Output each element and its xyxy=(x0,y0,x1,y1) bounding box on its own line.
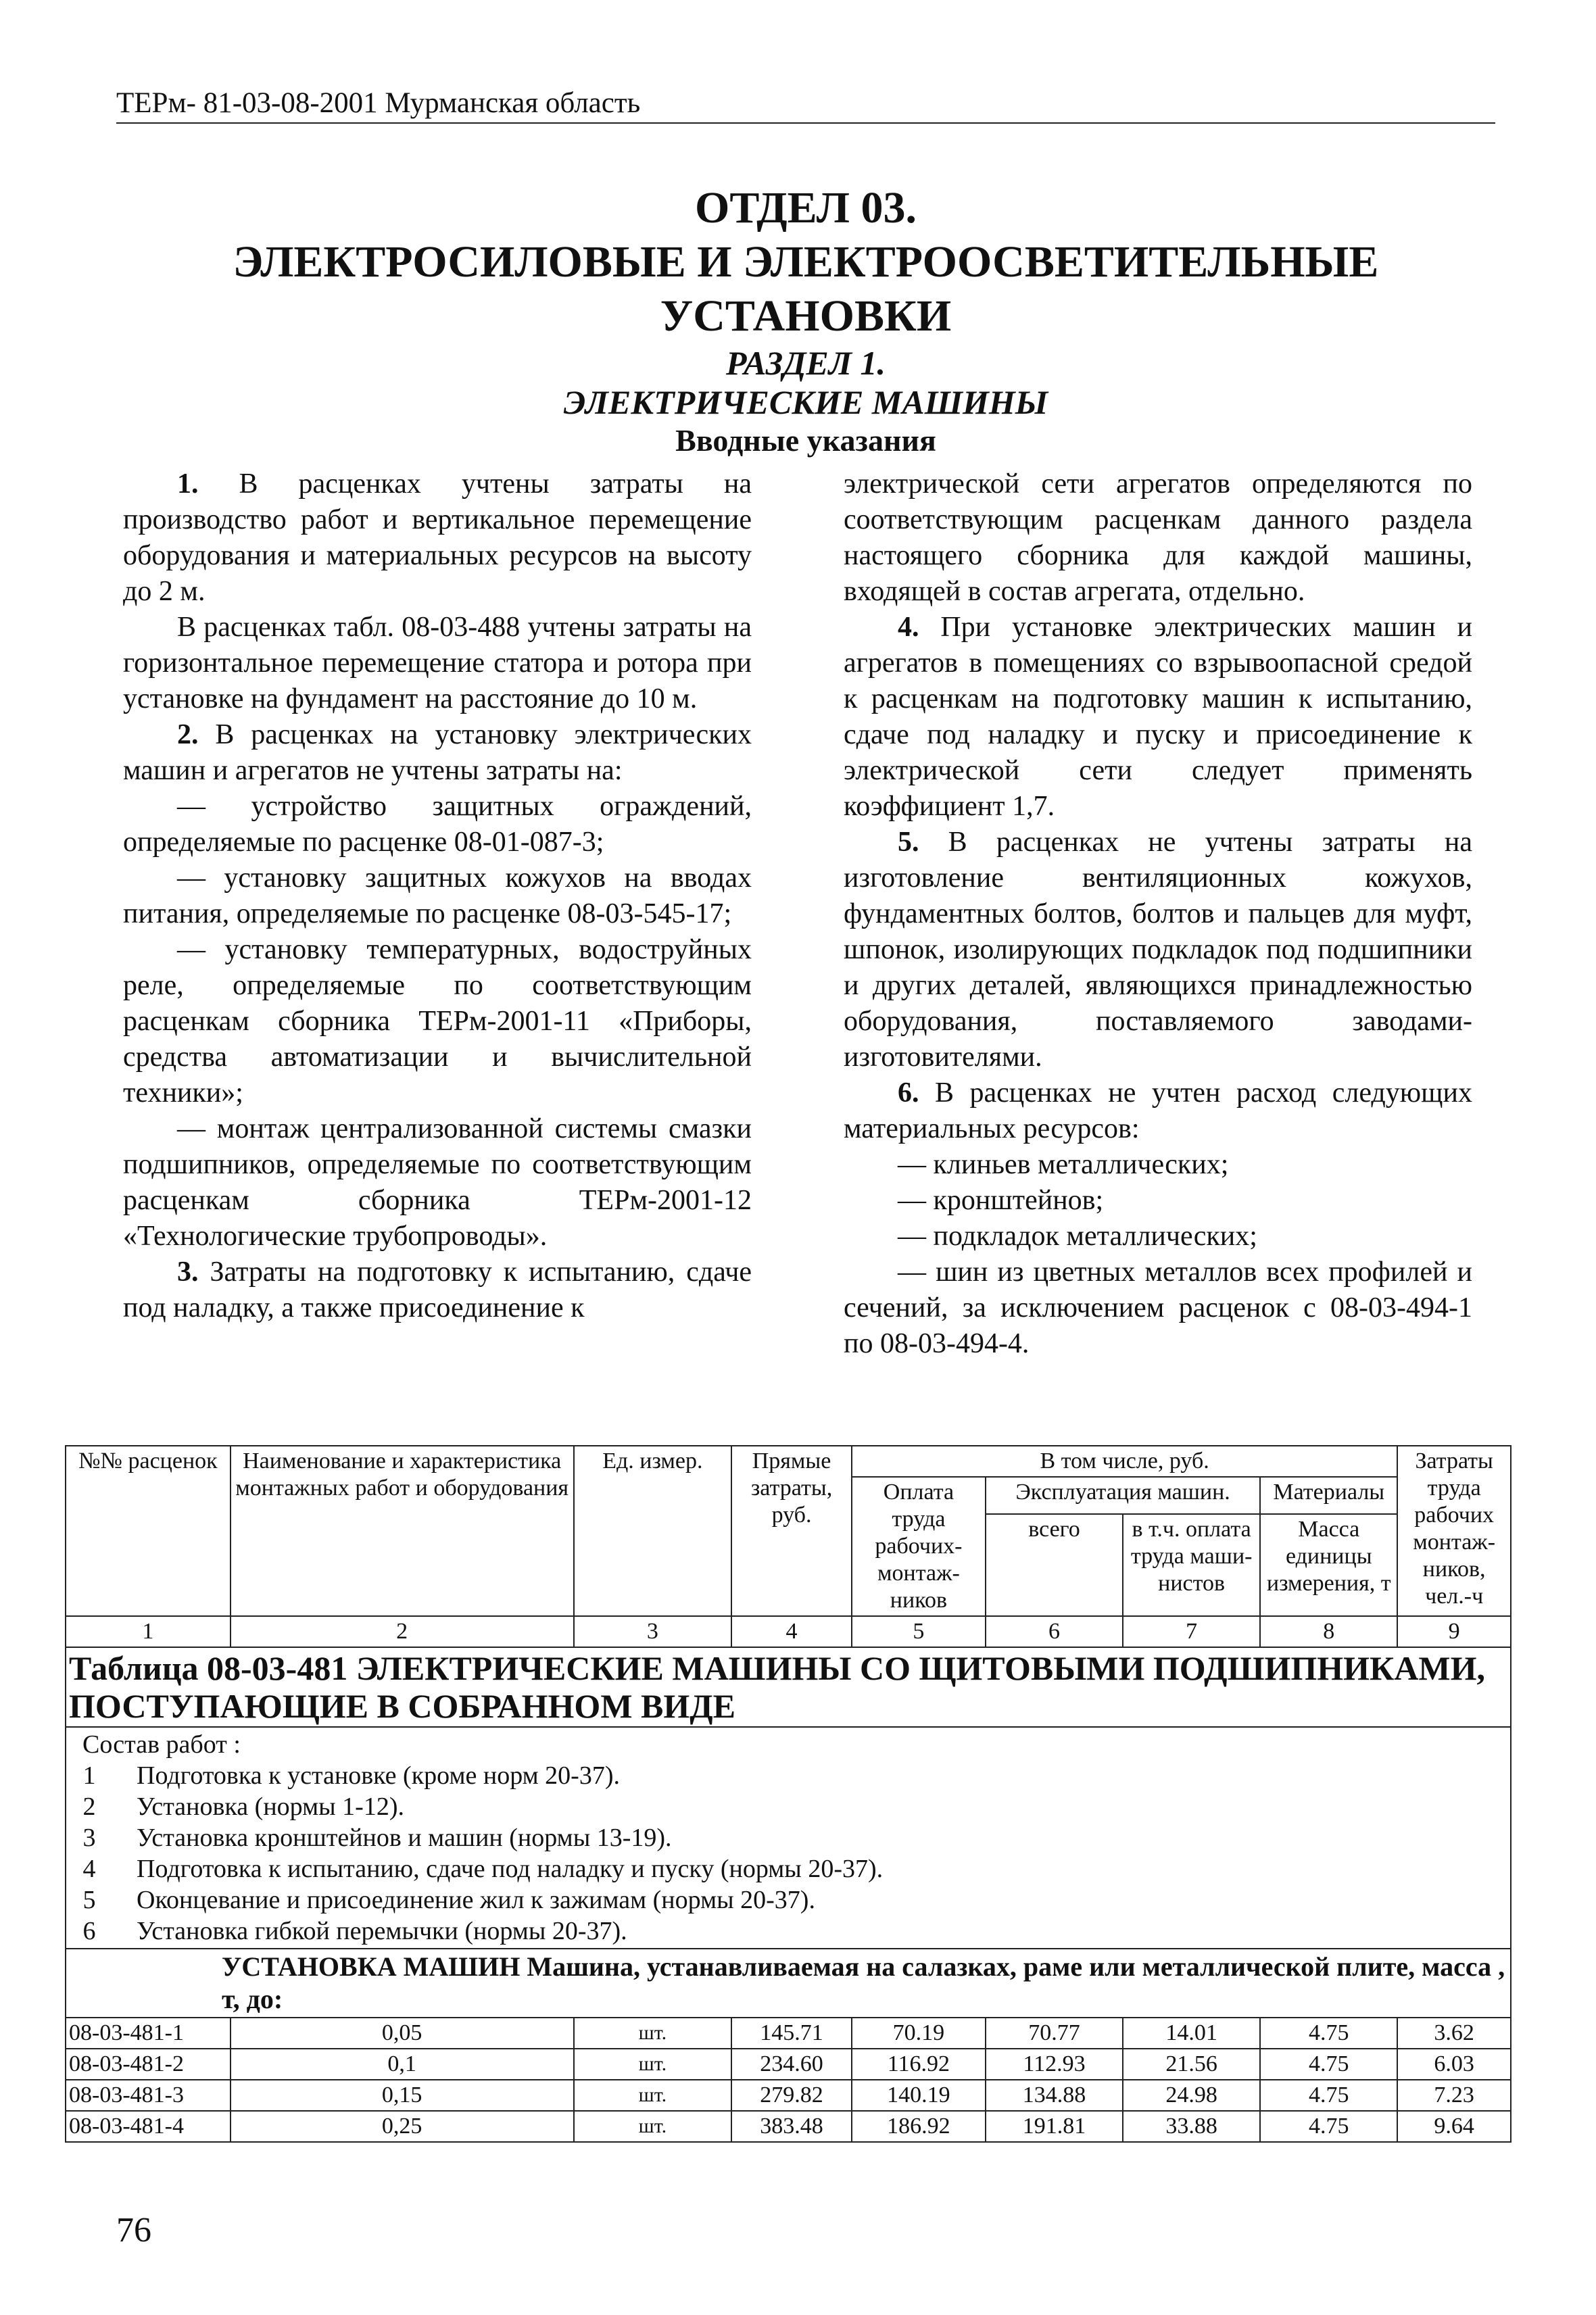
part-title: ОТДЕЛ 03. xyxy=(695,183,917,233)
left-column xyxy=(123,466,752,1326)
rate-mass-limit: 0,1 xyxy=(231,2049,574,2080)
rate-unit: шт. xyxy=(574,2111,732,2142)
paragraph xyxy=(123,610,752,717)
rate-machine-labor: 24.98 xyxy=(1123,2080,1260,2111)
work-item-text: Подготовка к установке (кроме норм 20-37). xyxy=(137,1761,620,1790)
rate-machine-labor: 14.01 xyxy=(1123,2018,1260,2049)
work-item-number: 1 xyxy=(82,1761,96,1790)
work-item-text: Оконцевание и присоединение жил к зажимам (нормы 20-37). xyxy=(137,1886,815,1914)
paragraph xyxy=(844,825,1472,1075)
section-heading: УСТАНОВКА МАШИН Машина, устанавливаемая на салазках, раме или металлической плите, масса , т, до: xyxy=(66,1949,1511,2018)
paragraph-text: Затраты на подготовку к испытанию, сдаче под наладку, а также присоединение к xyxy=(123,1257,752,1323)
work-item xyxy=(69,1884,1507,1916)
rates-table xyxy=(65,1445,1512,2143)
work-item-number: 3 xyxy=(82,1824,96,1852)
rate-direct-cost: 234.60 xyxy=(731,2049,852,2080)
col-header-group: В том числе, руб. xyxy=(852,1446,1397,1477)
title-block xyxy=(116,181,1495,460)
paragraph xyxy=(844,1254,1472,1362)
paragraph-text: В расценках учтены затраты на производство работ и вертикальное перемещение оборудования и материальных ресурсов на высоту до 2 м. xyxy=(123,468,752,607)
table-row xyxy=(66,2111,1511,2142)
work-item-text: Установка кронштейнов и машин (нормы 13-19). xyxy=(137,1824,672,1852)
rate-code: 08-03-481-4 xyxy=(66,2111,231,2142)
col-header-mass: Масса единицы измерения, т xyxy=(1260,1514,1397,1616)
paragraph-text: — подкладок металлических; xyxy=(898,1221,1257,1252)
work-caption: Состав работ : xyxy=(82,1730,241,1759)
paragraph-number: 1. xyxy=(177,468,199,499)
paragraph-text: В расценках не учтены затраты на изготовление вентиляционных кожухов, фундаментных болтов, болтов и пальцев для муфт, шпонок, изолирующих подкладок под подшипники и других деталей, являющихся принадлежностью оборудования, поставляемого заводами-изготовителями. xyxy=(844,827,1472,1073)
paragraph-text: — установку температурных, водоструйных реле, определяемые по соответствующим расценкам сборника ТЕРм-2001-11 «Приборы, средства автоматизации и вычислительной техники»; xyxy=(123,934,752,1108)
paragraph xyxy=(844,610,1472,825)
paragraph-text: В расценках на установку электрических машин и агрегатов не учтены затраты на: xyxy=(123,719,752,786)
paragraph xyxy=(844,466,1472,610)
work-item xyxy=(69,1916,1507,1947)
rate-machine-cost: 191.81 xyxy=(986,2111,1123,2142)
col-header-mach-total: всего xyxy=(986,1514,1123,1616)
rate-unit-mass: 4.75 xyxy=(1260,2111,1397,2142)
work-item-number: 4 xyxy=(82,1855,96,1883)
col-header-labor: Оплата труда рабочих-монтаж-ников xyxy=(852,1477,986,1616)
rate-labor-cost: 116.92 xyxy=(852,2049,986,2080)
rate-labor-cost: 140.19 xyxy=(852,2080,986,2111)
paragraph xyxy=(844,1075,1472,1147)
rate-unit: шт. xyxy=(574,2018,732,2049)
rate-machine-cost: 112.93 xyxy=(986,2049,1123,2080)
right-column xyxy=(844,466,1472,1362)
work-item-text: Установка гибкой перемычки (нормы 20-37). xyxy=(137,1917,627,1945)
paragraph-text: — кронштейнов; xyxy=(898,1185,1104,1216)
rate-code: 08-03-481-2 xyxy=(66,2049,231,2080)
rate-mass-limit: 0,25 xyxy=(231,2111,574,2142)
col-num: 3 xyxy=(574,1616,732,1647)
paragraph xyxy=(123,717,752,789)
rate-unit-mass: 4.75 xyxy=(1260,2018,1397,2049)
rate-labor-hours: 3.62 xyxy=(1397,2018,1511,2049)
section-name: ЭЛЕКТРИЧЕСКИЕ МАШИНЫ xyxy=(563,383,1048,421)
rate-direct-cost: 145.71 xyxy=(731,2018,852,2049)
col-header-direct: Прямые затраты, руб. xyxy=(731,1446,852,1616)
col-num: 6 xyxy=(986,1616,1123,1647)
intro-heading: Вводные указания xyxy=(675,423,936,458)
work-item xyxy=(69,1791,1507,1822)
section-heading-row xyxy=(66,1949,1511,2018)
paragraph-number: 5. xyxy=(898,827,919,858)
rate-mass-limit: 0,05 xyxy=(231,2018,574,2049)
rate-labor-hours: 7.23 xyxy=(1397,2080,1511,2111)
page-header: ТЕРм- 81-03-08-2001 Мурманская область xyxy=(116,87,1495,124)
col-num: 4 xyxy=(731,1616,852,1647)
paragraph xyxy=(123,1111,752,1254)
rate-direct-cost: 279.82 xyxy=(731,2080,852,2111)
work-item xyxy=(69,1853,1507,1884)
paragraph xyxy=(123,860,752,932)
col-num: 5 xyxy=(852,1616,986,1647)
rate-labor-hours: 9.64 xyxy=(1397,2111,1511,2142)
work-items xyxy=(69,1760,1507,1947)
col-num: 1 xyxy=(66,1616,231,1647)
table-row xyxy=(66,2080,1511,2111)
paragraph xyxy=(123,466,752,610)
rate-unit-mass: 4.75 xyxy=(1260,2049,1397,2080)
paragraph-text: — клиньев металлических; xyxy=(898,1149,1229,1180)
paragraph-text: электрической сети агрегатов определяются по соответствующим расценкам данного раздела настоящего сборника для каждой машины, входящей в состав агрегата, отдельно. xyxy=(844,468,1472,607)
rate-direct-cost: 383.48 xyxy=(731,2111,852,2142)
paragraph-text: — монтаж централизованной системы смазки подшипников, определяемые по соответствующим расценкам сборника ТЕРм-2001-12 «Технологические трубопроводы». xyxy=(123,1113,752,1252)
rate-labor-cost: 70.19 xyxy=(852,2018,986,2049)
column-numbers-row xyxy=(66,1616,1511,1647)
paragraph-number: 4. xyxy=(898,612,919,643)
paragraph-text: — установку защитных кожухов на вводах питания, определяемые по расценке 08-03-545-17; xyxy=(123,862,752,929)
work-item-number: 2 xyxy=(82,1793,96,1821)
paragraph-text: При установке электрических машин и агрегатов в помещениях со взрывоопасной средой к расценкам на подготовку машин к испытанию, сдаче под наладку и пуску и присоединение к электрической сети следует применять коэффициент 1,7. xyxy=(844,612,1472,822)
work-item-number: 5 xyxy=(82,1886,96,1914)
col-header-code: №№ расценок xyxy=(66,1446,231,1616)
paragraph xyxy=(123,789,752,860)
rate-unit: шт. xyxy=(574,2049,732,2080)
header-row-1 xyxy=(66,1446,1511,1477)
work-item-number: 6 xyxy=(82,1917,96,1945)
work-item xyxy=(69,1760,1507,1791)
rate-unit-mass: 4.75 xyxy=(1260,2080,1397,2111)
paragraph-text: — шин из цветных металлов всех профилей и сечений, за исключением расценок с 08-03-494-1 по 08-03-494-4. xyxy=(844,1257,1472,1359)
col-header-mach-labor: в т.ч. оплата труда маши-нистов xyxy=(1123,1514,1260,1616)
work-list xyxy=(66,1727,1511,1949)
paragraph-text: — устройство защитных ограждений, определяемые по расценке 08-01-087-3; xyxy=(123,791,752,858)
col-num: 2 xyxy=(231,1616,574,1647)
rate-labor-hours: 6.03 xyxy=(1397,2049,1511,2080)
col-header-materials: Материалы xyxy=(1260,1477,1397,1514)
rate-labor-cost: 186.92 xyxy=(852,2111,986,2142)
work-item xyxy=(69,1822,1507,1853)
table-row xyxy=(66,2018,1511,2049)
col-header-name: Наименование и характеристика монтажных работ и оборудования xyxy=(231,1446,574,1616)
paragraph-number: 2. xyxy=(177,719,199,750)
paragraph-number: 3. xyxy=(177,1257,199,1288)
page-number: 76 xyxy=(116,2211,151,2249)
col-num: 8 xyxy=(1260,1616,1397,1647)
table-title: Таблица 08-03-481 ЭЛЕКТРИЧЕСКИЕ МАШИНЫ СО ЩИТОВЫМИ ПОДШИПНИКАМИ, ПОСТУПАЮЩИЕ В СОБРАННОМ ВИДЕ xyxy=(66,1647,1511,1727)
work-item-text: Подготовка к испытанию, сдаче под наладку и пуску (нормы 20-37). xyxy=(137,1855,884,1883)
col-header-hours: Затраты труда рабочих монтаж-ников, чел.-ч xyxy=(1397,1446,1511,1616)
paragraph xyxy=(123,1254,752,1326)
data-rows xyxy=(66,2018,1511,2142)
rate-machine-labor: 33.88 xyxy=(1123,2111,1260,2142)
rate-code: 08-03-481-1 xyxy=(66,2018,231,2049)
table-row xyxy=(66,2049,1511,2080)
paragraph-text: В расценках не учтен расход следующих материальных ресурсов: xyxy=(844,1077,1472,1144)
rate-machine-cost: 70.77 xyxy=(986,2018,1123,2049)
work-item-text: Установка (нормы 1-12). xyxy=(137,1793,404,1821)
part-title-line2: ЭЛЕКТРОСИЛОВЫЕ И ЭЛЕКТРООСВЕТИТЕЛЬНЫЕ xyxy=(233,237,1379,287)
paragraph xyxy=(123,932,752,1111)
rate-machine-labor: 21.56 xyxy=(1123,2049,1260,2080)
col-num: 9 xyxy=(1397,1616,1511,1647)
rate-code: 08-03-481-3 xyxy=(66,2080,231,2111)
rate-mass-limit: 0,15 xyxy=(231,2080,574,2111)
rate-machine-cost: 134.88 xyxy=(986,2080,1123,2111)
section-label: РАЗДЕЛ 1. xyxy=(725,344,886,382)
paragraph-number: 6. xyxy=(898,1077,919,1108)
table-title-row xyxy=(66,1647,1511,1727)
part-title-line3: УСТАНОВКИ xyxy=(660,291,952,341)
paragraph-text: В расценках табл. 08-03-488 учтены затраты на горизонтальное перемещение статора и ротора при установке на фундамент на расстояние до 10 м. xyxy=(123,612,752,714)
rate-unit: шт. xyxy=(574,2080,732,2111)
col-header-unit: Ед. измер. xyxy=(574,1446,732,1616)
work-list-row xyxy=(66,1727,1511,1949)
paragraph xyxy=(844,1147,1472,1183)
paragraph xyxy=(844,1219,1472,1254)
col-header-machines: Эксплуатация машин. xyxy=(986,1477,1260,1514)
col-num: 7 xyxy=(1123,1616,1260,1647)
paragraph xyxy=(844,1183,1472,1219)
